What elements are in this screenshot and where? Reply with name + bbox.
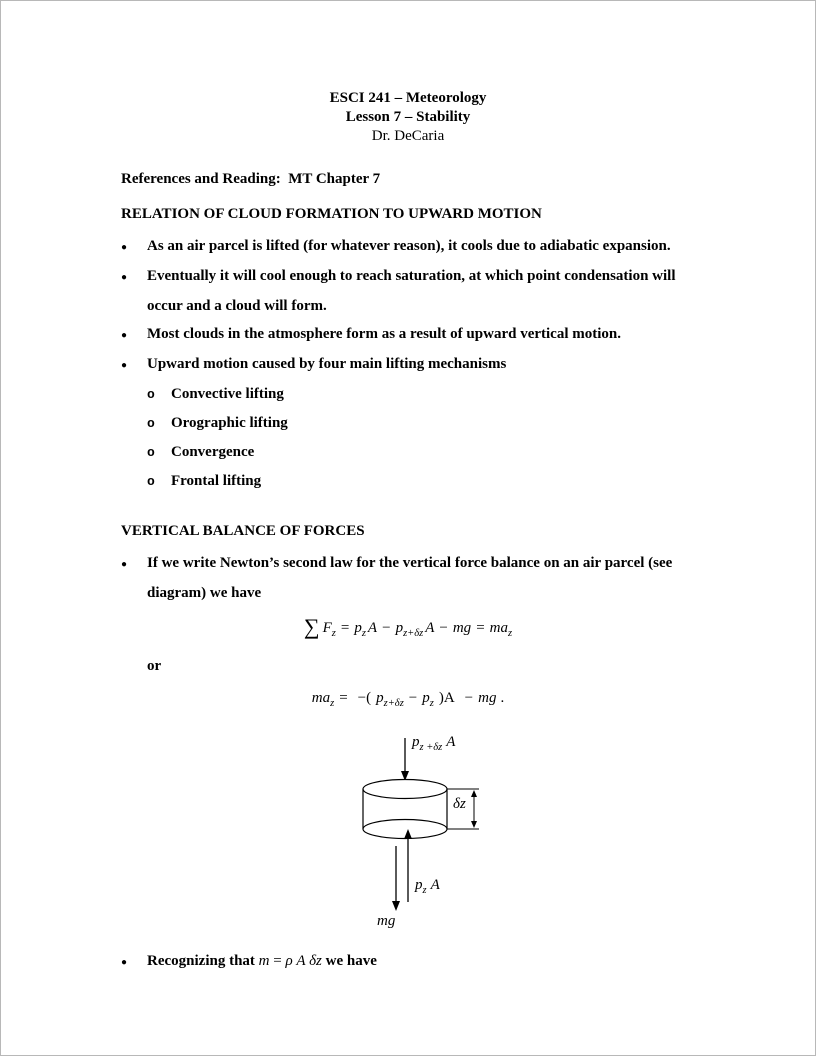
math-subscript: z +δz xyxy=(419,742,443,753)
sub-list-item xyxy=(121,438,695,467)
math-var: mg xyxy=(478,690,497,706)
bullet-icon: ● xyxy=(121,330,128,341)
sub-bullet-icon: o xyxy=(147,387,155,402)
list-item-text: If we write Newton’s second law for the vertical force balance on an air parcel (see diagram) we have xyxy=(147,555,673,601)
sub-bullet-icon: o xyxy=(147,474,155,489)
author-name: Dr. DeCaria xyxy=(371,128,445,144)
math-subscript: z xyxy=(330,698,335,709)
math-subscript: z xyxy=(361,628,366,639)
math-var: A xyxy=(425,620,435,636)
math-operator: − xyxy=(408,690,418,706)
sub-list-item xyxy=(121,467,695,496)
list-item xyxy=(121,320,695,350)
math-var: p xyxy=(412,734,420,750)
math-var: ρ A δz xyxy=(285,953,322,969)
math-subscript: z xyxy=(508,628,513,639)
sub-list-item-text: Frontal lifting xyxy=(171,473,262,489)
list-item xyxy=(121,350,695,380)
air-parcel-cylinder xyxy=(363,780,447,839)
sub-list-item-text: Convective lifting xyxy=(171,386,284,402)
math-subscript: z+δz xyxy=(383,698,404,709)
bottom-pressure-arrow xyxy=(404,829,412,902)
document-title-block xyxy=(121,89,695,146)
bullet-icon: ● xyxy=(121,559,128,570)
section-heading-vertical-balance: VERTICAL BALANCE OF FORCES xyxy=(121,523,365,539)
equation-acceleration-form xyxy=(121,684,695,718)
section-heading-cloud-formation: RELATION OF CLOUD FORMATION TO UPWARD MOTION xyxy=(121,206,542,222)
math-var: p xyxy=(395,620,404,636)
list-item-text-pre: Recognizing that xyxy=(147,953,255,969)
math-var: mg xyxy=(377,913,396,929)
or-connector: or xyxy=(147,658,162,674)
math-period: . xyxy=(500,690,505,706)
list-item xyxy=(121,232,695,262)
list-item-text: Eventually it will cool enough to reach saturation, at which point condensation will occur and a cloud will form. xyxy=(147,268,676,314)
math-var: F xyxy=(322,620,332,636)
math-subscript: z xyxy=(422,885,427,896)
sub-bullet-icon: o xyxy=(147,416,155,431)
math-var: mg xyxy=(452,620,472,636)
label-pressure-top xyxy=(412,733,455,757)
gravity-arrow xyxy=(392,846,400,911)
math-operator: )A xyxy=(438,690,455,706)
lesson-title: Lesson 7 – Stability xyxy=(345,109,471,125)
math-operator: −( xyxy=(357,690,372,706)
math-var: ma xyxy=(311,690,331,706)
math-var: p xyxy=(422,690,430,706)
course-title: ESCI 241 – Meteorology xyxy=(329,90,487,106)
bullet-icon: ● xyxy=(121,957,128,968)
inline-math-mass xyxy=(259,953,322,969)
list-item xyxy=(121,549,695,607)
sub-list-item xyxy=(121,380,695,409)
list-item xyxy=(121,262,695,320)
bullet-list-cloud-formation xyxy=(121,232,695,496)
references-line: References and Reading: MT Chapter 7 xyxy=(121,171,381,187)
math-var: A xyxy=(367,620,378,636)
sub-list-item-text: Convergence xyxy=(171,444,255,460)
label-gravity xyxy=(377,912,395,930)
math-operator: − xyxy=(382,620,391,636)
math-var: A xyxy=(446,734,456,750)
math-subscript: z xyxy=(331,628,336,639)
list-item-text-post: we have xyxy=(325,953,377,969)
math-var: ma xyxy=(489,620,508,636)
math-var: p xyxy=(415,877,423,893)
math-var: m xyxy=(258,953,270,969)
equation-newton-second-law xyxy=(121,611,695,648)
document-content xyxy=(1,1,815,977)
math-subscript: z+δz xyxy=(403,628,424,639)
label-delta-z xyxy=(453,795,466,813)
math-operator: = xyxy=(273,953,282,969)
summation-symbol: ∑ xyxy=(303,614,320,639)
list-item-text: Upward motion caused by four main lifting mechanisms xyxy=(147,356,507,372)
math-operator: = xyxy=(339,690,348,706)
math-var: p xyxy=(376,690,384,706)
force-balance-diagram xyxy=(121,732,695,937)
math-operator: − xyxy=(464,690,474,706)
math-var: A xyxy=(430,877,440,893)
list-item-text: As an air parcel is lifted (for whatever reason), it cools due to adiabatic expansion. xyxy=(147,238,671,254)
list-item-text: Most clouds in the atmosphere form as a result of upward vertical motion. xyxy=(147,326,621,342)
list-item xyxy=(121,947,695,977)
bullet-icon: ● xyxy=(121,242,128,253)
bullet-icon: ● xyxy=(121,360,128,371)
math-subscript: z xyxy=(429,698,434,709)
math-var: δz xyxy=(453,796,466,812)
cylinder-diagram-svg xyxy=(121,732,697,937)
bullet-icon: ● xyxy=(121,272,128,283)
math-var: p xyxy=(354,620,362,636)
math-operator: − xyxy=(439,620,448,636)
sub-list-item xyxy=(121,409,695,438)
sub-bullet-icon: o xyxy=(147,445,155,460)
top-pressure-arrow xyxy=(401,738,409,781)
math-operator: = xyxy=(476,620,485,636)
sub-list-item-text: Orographic lifting xyxy=(171,415,288,431)
label-pressure-bottom xyxy=(415,876,440,900)
math-operator: = xyxy=(340,620,350,636)
